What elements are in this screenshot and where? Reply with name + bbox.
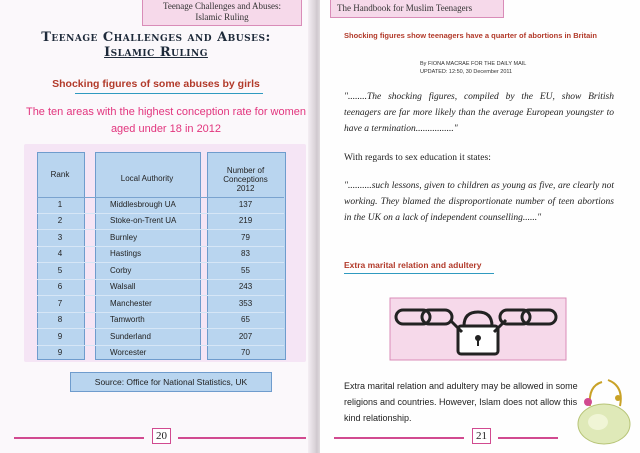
subtitle-underline [75,93,263,94]
section-heading: Extra marital relation and adultery [344,260,482,270]
footer-rule-right-a [334,437,464,439]
footer-rule-left-b [178,437,306,439]
table-intro: The ten areas with the highest conception rate for women aged under 18 in 2012 [25,106,307,135]
rank-header: Rank [50,170,70,179]
page-number-right: 21 [472,428,491,444]
table-row: 7 Manchester 353 [57,299,253,308]
left-running-head: Teenage Challenges and Abuses: Islamic Ruling [142,0,302,26]
section-body: Extra marital relation and adultery may be allowed in some religions and countries. However, Islam does not allow this kind relationship. [344,381,578,423]
table-row: 6 Walsall 243 [57,282,253,291]
page-number-left: 20 [152,428,171,444]
padlock-chain-illustration [388,296,568,362]
section-underline [344,273,494,274]
article-headline: Shocking figures show teenagers have a quarter of abortions in Britain [344,31,597,40]
conceptions-header: Number of Conceptions 2012 [223,166,268,193]
table-source: Source: Office for National Statistics, UK [70,372,272,392]
authority-header: Local Authority [120,174,174,183]
subtitle: Shocking figures of some abuses by girls [52,78,260,90]
quote-two: "..........such lessons, given to children as young as five, are clearly not working. They blamed the disproportionate number of teen abortions in the UK on a lack of independent counselling......" [344,181,614,223]
table-row: 9 Sunderland 207 [57,332,253,341]
footer-rule-left-a [14,437,144,439]
table-row: 5 Corby 55 [57,266,250,275]
page-title: Teenage Challenges and Abuses: Islamic Ruling [41,30,271,60]
lock-decoration-icon [568,372,640,453]
sex-ed-intro: With regards to sex education it states: [344,153,491,163]
right-running-head: The Handbook for Muslim Teenagers [330,0,504,18]
quote-one: "........The shocking figures, compiled by the EU, show British teenagers are far more likely than the average European youngster to have a termination................" [344,92,614,134]
table-row: 2 Stoke-on-Trent UA 219 [57,216,253,225]
table-row: 3 Burnley 79 [57,233,250,242]
table-row: 4 Hastings 83 [57,249,250,258]
article-byline: By FIONA MACRAE FOR THE DAILY MAIL UPDATED: 12:50, 30 December 2011 [420,61,527,75]
table-row: 1 Middlesbrough UA 137 [57,200,253,209]
footer-rule-right-b [498,437,558,439]
table-row: 9 Worcester 70 [57,348,250,357]
table-row: 8 Tamworth 65 [57,315,250,324]
